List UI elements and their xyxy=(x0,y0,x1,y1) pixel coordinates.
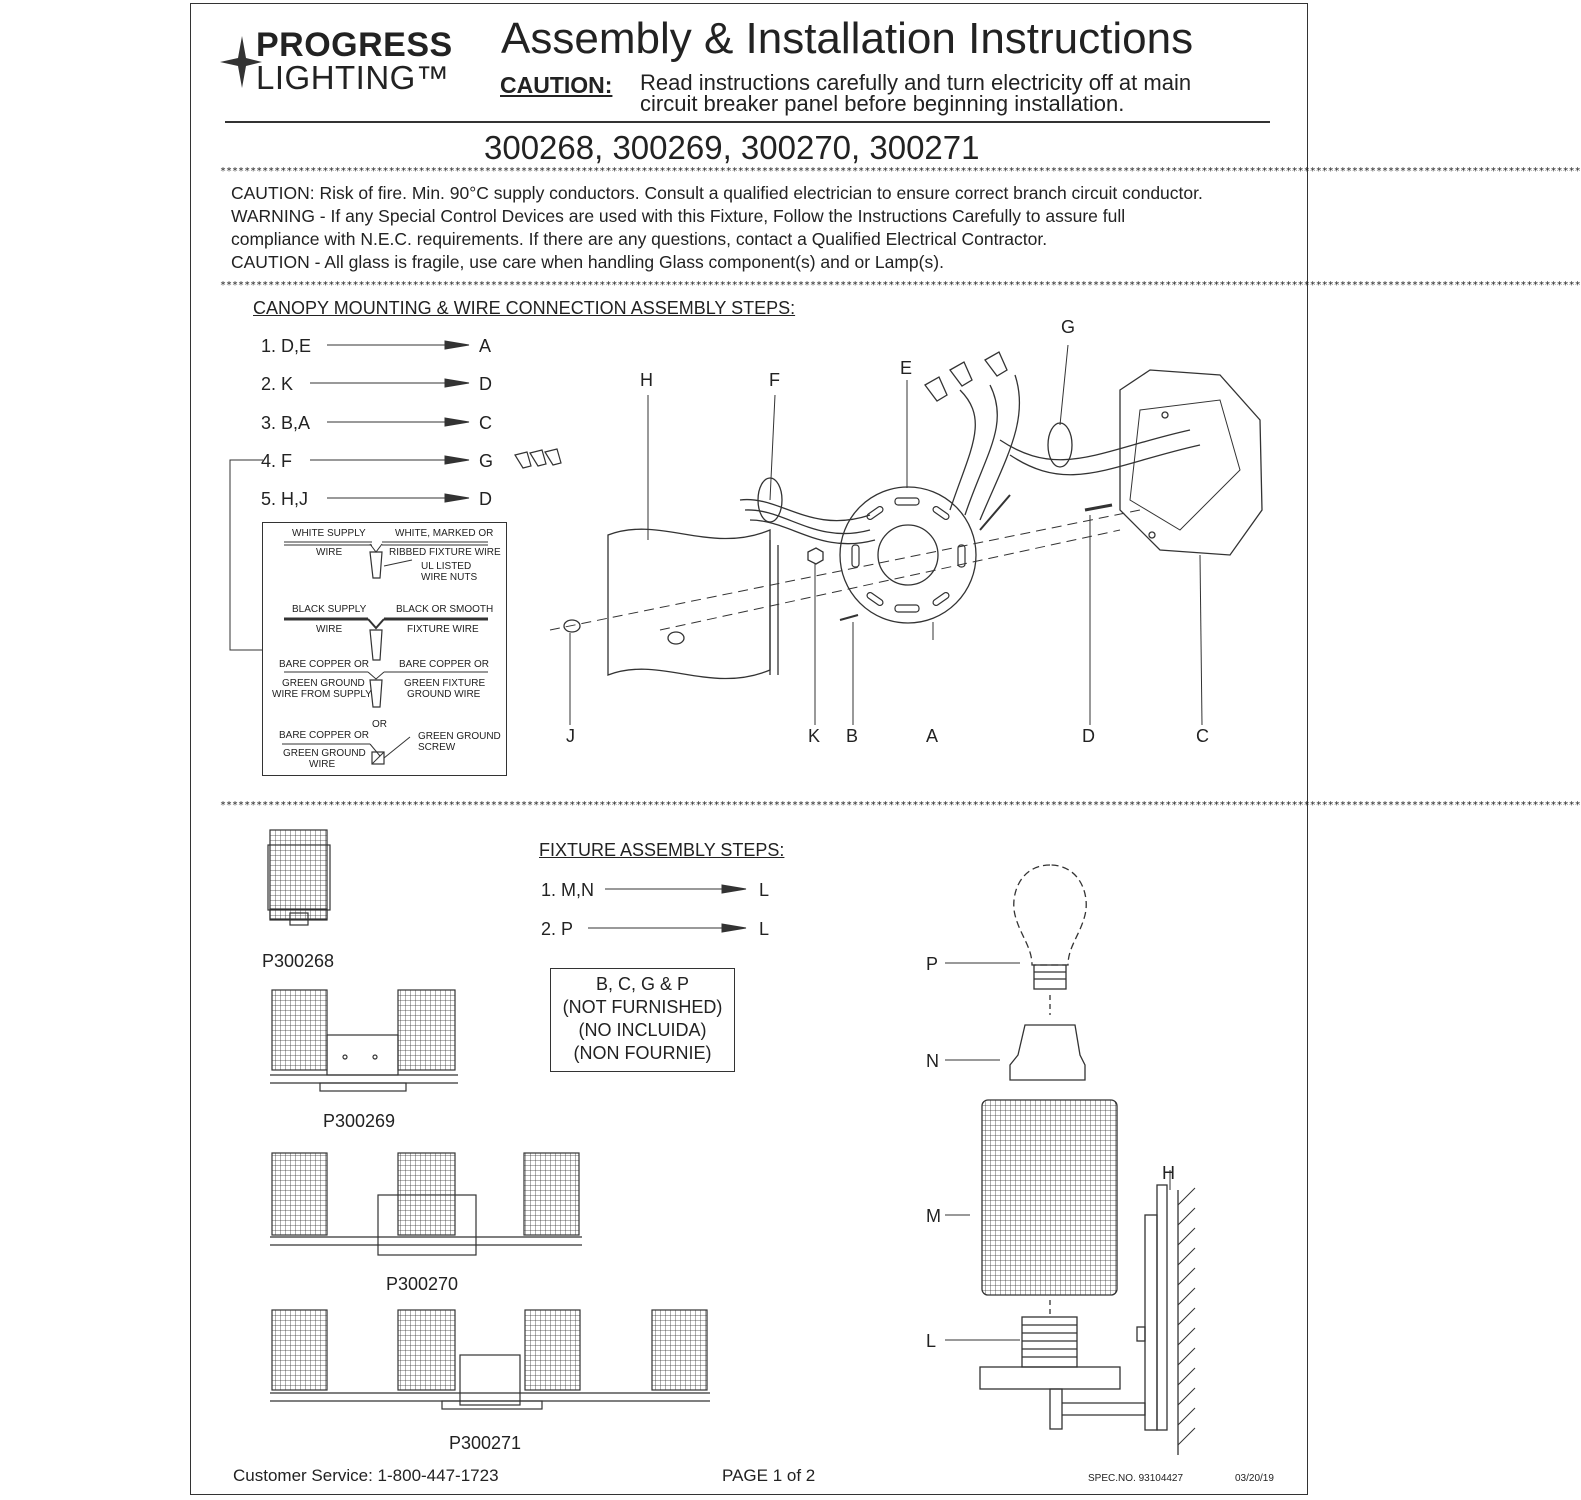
warning-1: CAUTION: Risk of fire. Min. 90°C supply conductors. Consult a qualified electrician to ensure correct branch circuit conductor. xyxy=(231,183,1203,203)
ground-wire-label-3: WIRE xyxy=(309,759,336,770)
label-m: M xyxy=(926,1206,941,1226)
label-e: E xyxy=(900,358,913,378)
ground-supply-label-1: BARE COPPER OR xyxy=(279,659,370,670)
or-label: OR xyxy=(372,719,387,730)
black-fixture-label-1: BLACK OR SMOOTH xyxy=(396,604,494,615)
wire-nuts-label-2: WIRE NUTS xyxy=(421,572,478,583)
black-supply-label-2: WIRE xyxy=(316,624,343,635)
white-fixture-label-1: WHITE, MARKED OR xyxy=(395,528,494,539)
black-supply-label-1: BLACK SUPPLY xyxy=(292,604,367,615)
white-supply-label-1: WHITE SUPPLY xyxy=(292,528,366,539)
not-furnished-box xyxy=(550,968,735,1072)
fixture-step-arrows xyxy=(580,880,760,940)
backplate-h xyxy=(608,529,770,678)
label-h: H xyxy=(640,370,653,390)
fixture-exploded-diagram xyxy=(940,855,1220,1455)
warning-3: compliance with N.E.C. requirements. If there are any questions, contact a Qualified Electrical Contractor. xyxy=(231,229,1048,249)
label-f: F xyxy=(769,370,780,390)
socket-cover-n xyxy=(1010,1025,1085,1080)
label-j: J xyxy=(566,726,575,746)
shade-m xyxy=(982,1100,1117,1295)
canopy-step-2-to: D xyxy=(479,374,492,394)
fixture-step-1-to: L xyxy=(759,880,770,900)
label-k: K xyxy=(808,726,821,746)
fixture-step-2-from: 2. P xyxy=(541,919,574,939)
label-h-wall: H xyxy=(1162,1163,1175,1183)
canopy-step-5-to: D xyxy=(479,489,492,509)
canopy-step-5-from: 5. H,J xyxy=(261,489,309,509)
not-furnished-line-4: (NON FOURNIE) xyxy=(573,1043,712,1063)
ground-fixture-label-3: GROUND WIRE xyxy=(407,689,481,700)
header-rule xyxy=(225,121,1270,123)
separator-2: ********************************************************************************************************************************************************************************************************************************** xyxy=(220,280,1581,291)
white-fixture-label-2: RIBBED FIXTURE WIRE xyxy=(389,547,501,558)
black-fixture-label-2: FIXTURE WIRE xyxy=(407,624,479,635)
not-furnished-line-1: B, C, G & P xyxy=(595,974,690,994)
warning-4: CAUTION - All glass is fragile, use care when handling Glass component(s) and or Lamp(s). xyxy=(231,252,944,272)
ground-supply-label-3: WIRE FROM SUPPLY xyxy=(272,689,372,700)
label-g-top: G xyxy=(1061,317,1076,337)
canopy-step-2-from: 2. K xyxy=(261,374,294,394)
fixture-heading: FIXTURE ASSEMBLY STEPS: xyxy=(539,840,785,860)
fixture-step-2-to: L xyxy=(759,919,770,939)
outlet-box-c xyxy=(1120,370,1262,555)
crossbar-plate-a xyxy=(840,487,976,623)
label-l: L xyxy=(926,1331,937,1351)
brand-subname: LIGHTING™ xyxy=(256,59,450,96)
wire-nuts-label-1: UL LISTED xyxy=(421,561,472,572)
canopy-step-4-from: 4. F xyxy=(261,451,293,471)
not-furnished-line-3: (NO INCLUIDA) xyxy=(578,1020,707,1040)
canopy-heading: CANOPY MOUNTING & WIRE CONNECTION ASSEMBLY STEPS: xyxy=(253,298,796,318)
label-n: N xyxy=(926,1051,939,1071)
fixture-step-1-from: 1. M,N xyxy=(541,880,595,900)
brand-name: PROGRESS xyxy=(256,26,453,64)
page-number: PAGE 1 of 2 xyxy=(722,1466,816,1485)
canopy-step-3-to: C xyxy=(479,413,492,433)
ground-screw-label-2: SCREW xyxy=(418,742,456,753)
ground-screw-label-1: GREEN GROUND xyxy=(418,731,501,742)
separator-3: ********************************************************************************************************************************************************************************************************************************** xyxy=(220,800,1581,811)
canopy-step-3-from: 3. B,A xyxy=(261,413,311,433)
caution-label: CAUTION: xyxy=(500,72,613,98)
canopy-step-4-to: G xyxy=(479,451,494,471)
caution-text-line1: Read instructions carefully and turn electricity off at main xyxy=(640,70,1192,95)
ground-fixture-label-1: BARE COPPER OR xyxy=(399,659,490,670)
label-c: C xyxy=(1196,726,1209,746)
label-d: D xyxy=(1082,726,1095,746)
caution-text-line2: circuit breaker panel before beginning installation. xyxy=(640,91,1125,116)
separator-1: ********************************************************************************************************************************************************************************************************************************** xyxy=(220,166,1581,177)
label-a: A xyxy=(926,726,939,746)
warning-2: WARNING - If any Special Control Devices are used with this Fixture, Follow the Instructions Carefully to assure full xyxy=(231,206,1126,226)
model-p300271: P300271 xyxy=(449,1433,522,1453)
page-title: Assembly & Installation Instructions xyxy=(501,14,1194,63)
ground-fixture-label-2: GREEN FIXTURE xyxy=(404,678,486,689)
label-p: P xyxy=(926,954,939,974)
canopy-step-1-to: A xyxy=(479,336,492,356)
customer-service: Customer Service: 1-800-447-1723 xyxy=(233,1466,499,1485)
white-supply-label-2: WIRE xyxy=(316,547,343,558)
model-numbers: 300268, 300269, 300270, 300271 xyxy=(484,129,980,166)
bulb-p xyxy=(1014,865,1086,965)
ground-supply-label-2: GREEN GROUND xyxy=(282,678,365,689)
label-b: B xyxy=(846,726,859,746)
canopy-step-1-from: 1. D,E xyxy=(261,336,312,356)
ground-wire-label-2: GREEN GROUND xyxy=(283,748,366,759)
spec-number: SPEC.NO. 93104427 xyxy=(1088,1473,1184,1484)
not-furnished-line-2: (NOT FURNISHED) xyxy=(562,997,723,1017)
model-p300268: P300268 xyxy=(262,951,335,971)
model-p300270: P300270 xyxy=(386,1274,459,1294)
ground-wire-label-1: BARE COPPER OR xyxy=(279,730,370,741)
model-p300269: P300269 xyxy=(323,1111,396,1131)
spec-date: 03/20/19 xyxy=(1235,1473,1274,1484)
